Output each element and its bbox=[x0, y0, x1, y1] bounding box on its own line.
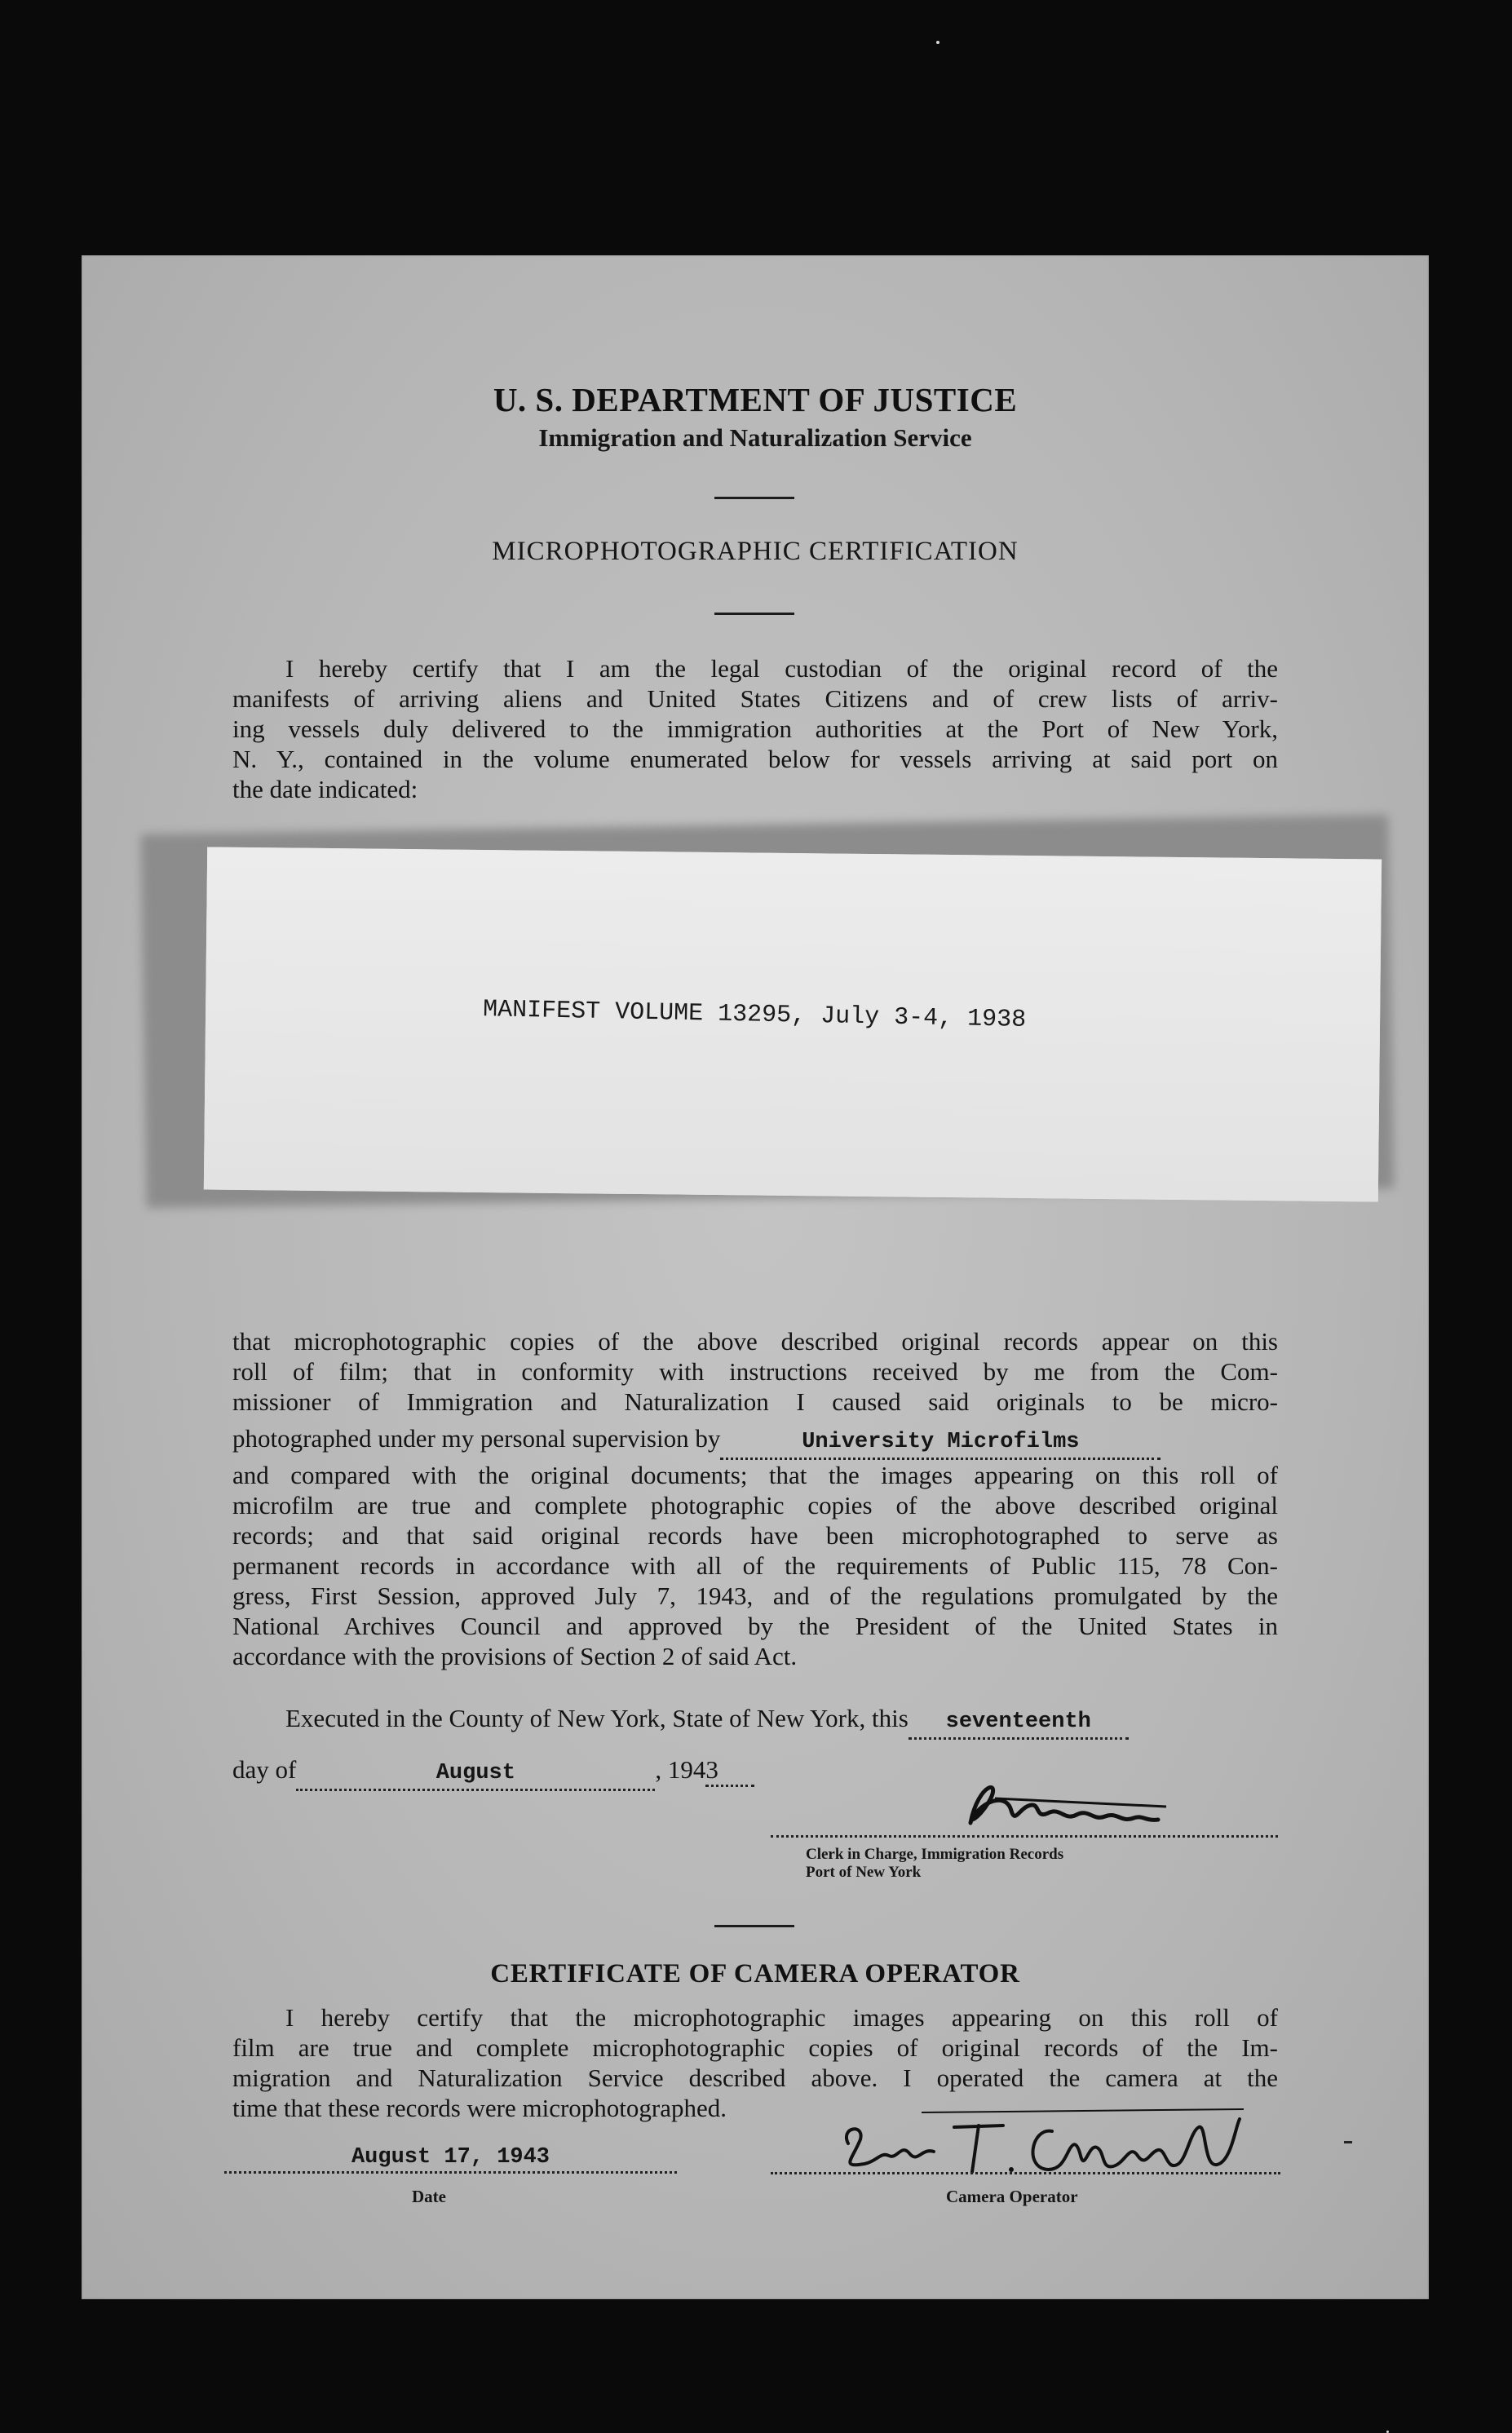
day-of-prefix: day of bbox=[232, 1755, 297, 1784]
executed-prefix: Executed in the County of New York, State of New York, this bbox=[285, 1704, 909, 1732]
volume-label: MANIFEST VOLUME 13295, July 3-4, 1938 bbox=[482, 996, 1027, 1034]
intro-paragraph bbox=[232, 653, 1278, 804]
operator-signature-line bbox=[771, 2172, 1280, 2174]
body-line: records; and that said original records have been microphotographed to serve as bbox=[232, 1521, 1278, 1550]
camera-operator-signature bbox=[816, 2095, 1272, 2184]
date-label: Date bbox=[412, 2187, 446, 2206]
divider bbox=[714, 1925, 794, 1927]
body-line: gress, First Session, approved July 7, 1943, and of the regulations promulgated by the bbox=[232, 1581, 1278, 1610]
divider bbox=[714, 497, 794, 499]
operator-date: August 17, 1943 bbox=[351, 2145, 550, 2170]
body-line: permanent records in accordance with all of the requirements of Public 115, 78 Con- bbox=[232, 1551, 1278, 1580]
executed-month: August bbox=[435, 1761, 515, 1785]
stray-mark bbox=[1344, 2141, 1352, 2143]
photographed-by-field bbox=[720, 1423, 1161, 1460]
clerk-title-line1: Clerk in Charge, Immigration Records bbox=[806, 1846, 1064, 1863]
body-line: and compared with the original documents; that the images appearing on this roll of bbox=[232, 1461, 1278, 1489]
operator-line: migration and Naturalization Service described above. I operated the camera at the bbox=[232, 2064, 1278, 2092]
executed-day-field bbox=[909, 1703, 1129, 1740]
body-line: missioner of Immigration and Naturalization I caused said originals to be micro- bbox=[232, 1387, 1278, 1416]
divider bbox=[714, 613, 794, 615]
body-paragraph bbox=[232, 1326, 1278, 1671]
operator-line: time that these records were microphotographed. bbox=[232, 2094, 727, 2122]
intro-line: I hereby certify that I am the legal custodian of the original record of the bbox=[285, 654, 1278, 683]
body-line: accordance with the provisions of Section 2 of said Act. bbox=[232, 1642, 798, 1670]
executed-day: seventeenth bbox=[945, 1710, 1091, 1734]
agency-heading: U. S. DEPARTMENT OF JUSTICE bbox=[493, 381, 1018, 418]
camera-operator-title: CERTIFICATE OF CAMERA OPERATOR bbox=[490, 1959, 1020, 1988]
photographed-by-prefix: photographed under my personal supervision by bbox=[232, 1424, 721, 1453]
operator-line: film are true and complete microphotographic copies of original records of the Im- bbox=[232, 2033, 1278, 2062]
intro-line: manifests of arriving aliens and United States Citizens and of crew lists of arriv- bbox=[232, 684, 1278, 713]
executed-line bbox=[232, 1703, 1278, 1740]
body-line: roll of film; that in conformity with instructions received by me from the Com- bbox=[232, 1357, 1278, 1386]
year-suffix: 3 bbox=[705, 1755, 718, 1784]
form-title: MICROPHOTOGRAPHIC CERTIFICATION bbox=[492, 537, 1019, 566]
executed-month-field bbox=[296, 1754, 655, 1791]
year-prefix: , 194 bbox=[655, 1755, 706, 1784]
operator-date-field bbox=[224, 2145, 677, 2174]
intro-line: the date indicated: bbox=[232, 775, 418, 803]
scan-speck bbox=[936, 41, 939, 44]
intro-line: N. Y., contained in the volume enumerated below for vessels arriving at said port on bbox=[232, 745, 1278, 773]
camera-operator-label: Camera Operator bbox=[946, 2187, 1078, 2206]
volume-strip bbox=[204, 847, 1382, 1201]
certificate-page bbox=[82, 255, 1429, 2299]
photographed-by-value: University Microfilms bbox=[802, 1430, 1080, 1454]
operator-line: I hereby certify that the microphotographic images appearing on this roll of bbox=[285, 2003, 1278, 2032]
body-line: microfilm are true and complete photographic copies of the above described original bbox=[232, 1491, 1278, 1520]
clerk-title-line2: Port of New York bbox=[806, 1864, 922, 1881]
service-subheading: Immigration and Naturalization Service bbox=[538, 423, 972, 452]
photographed-by-line bbox=[232, 1423, 1278, 1460]
clerk-signature-line bbox=[771, 1835, 1278, 1838]
body-line: National Archives Council and approved by the President of the United States in bbox=[232, 1612, 1278, 1640]
year-field bbox=[705, 1754, 754, 1787]
body-line: that microphotographic copies of the above described original records appear on this bbox=[232, 1327, 1278, 1356]
intro-line: ing vessels duly delivered to the immigration authorities at the Port of New York, bbox=[232, 714, 1278, 743]
